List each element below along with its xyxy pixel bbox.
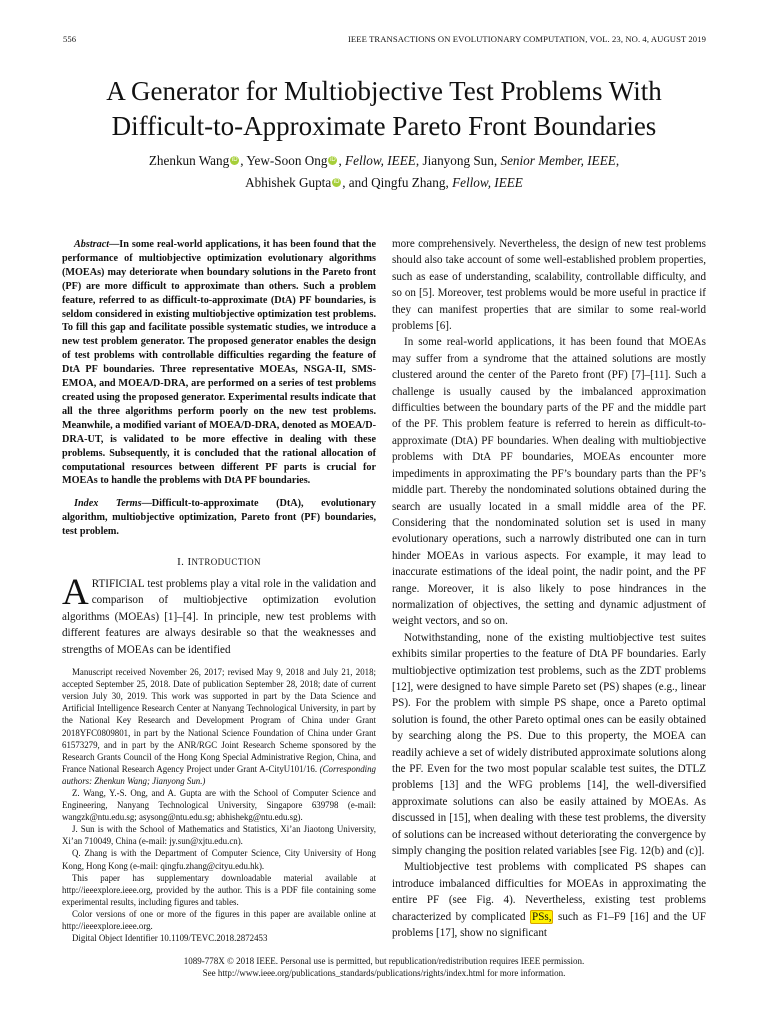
- author-title: Fellow, IEEE: [452, 175, 523, 190]
- footnote-manuscript: Manuscript received November 26, 2017; revised May 9, 2018 and July 21, 2018; accepted September 25, 2018. Date of publication September 28, 2018; date of current version July 30, 2019. This work was supported in part by the Data Science and Artificial Intelligence Research Center at Nanyang Technological University, in part by the National Key Research and Development Program of China under Grant 2018YFC0809801, in part by the National Science Foundation of China under Grant 61573279, and in part by the ANR/RGC Joint Research Scheme sponsored by the Research Grants Council of the Hong Kong Special Administrative Region, China, and France National Research Agency Project under Grant A-CityU101/16. (Corresponding authors: Zhenkun Wang; Jianyong Sun.): [62, 667, 376, 786]
- author-list: [40, 150, 728, 194]
- body-paragraph: In some real-world applications, it has been found that MOEAs may suffer from a syndrome that the attained solutions are mostly clustered around the center of the Pareto front (PF) [7]–[11]. Such a challenge is usually caused by the imbalanced approximation difficulties between the boundary parts of the PF and the middle part of the PF. This problem feature is referred to herein as difficult-to-approximate (DtA) PF boundaries. When dealing with multiobjective problems with DtA PF boundaries, MOEAs encounter more impediments in approximating the PF’s boundary parts than the PF’s middle part. Thereby the nondominated solutions obtained during the search are usually located in a small middle area of the PF. Considering that the nondominated solution set is used in many evolutionary operations, such a narrowly distributed one can in turn hinder MOEAs in various aspects. For example, it may lead to inaccurate estimations of the ideal point, the nadir point, and the PF range. Moreover, it is also likely to pose hindrances in the normalization of objectives, the setting and dynamic adjustment of weight vectors, and so on.: [392, 336, 706, 628]
- title-line-2: Difficult-to-Approximate Pareto Front Boundaries: [111, 111, 657, 141]
- author-name: , Jianyong Sun,: [415, 153, 501, 168]
- footnote-affiliation: Q. Zhang is with the Department of Computer Science, City University of Hong Kong, Hong Kong (e-mail: qingfu.zhang@cityu.edu.hk).: [62, 848, 376, 871]
- author-name: , and Qingfu Zhang,: [342, 175, 453, 190]
- body-paragraph: more comprehensively. Nevertheless, the design of new test problems should also take account of some well-established problem properties, such as ease of understanding, scalability, controllable difficulty, and so on [5]. Moreover, test problems would be more useful in practice if they can manifest properties that are similar to some real-world problems [6].: [392, 238, 706, 333]
- footnote-color: Color versions of one or more of the figures in this paper are available online at http://ieeexplore.ieee.org.: [62, 908, 376, 932]
- copyright-line-2: See http://www.ieee.org/publications_standards/publications/rights/index.html for more information.: [202, 968, 566, 978]
- paper-title: [40, 74, 728, 144]
- index-terms: [62, 497, 376, 539]
- drop-cap: A: [62, 572, 89, 614]
- footnotes: [62, 666, 376, 944]
- highlighted-text[interactable]: PSs,: [532, 910, 552, 923]
- author-title: Senior Member, IEEE: [500, 153, 616, 168]
- running-header: [63, 34, 706, 48]
- title-line-1: A Generator for Multiobjective Test Problems With: [106, 76, 662, 106]
- footnote-doi: Digital Object Identifier 10.1109/TEVC.2018.2872453: [72, 933, 268, 944]
- orcid-icon[interactable]: iD: [333, 179, 340, 185]
- author-name: , Yew-Soon Ong: [240, 153, 328, 168]
- abstract-label: Abstract: [74, 239, 110, 250]
- footnote-supplementary: This paper has supplementary downloadable material available at http://ieeexplore.ieee.org, provided by the author. This is a PDF file containing some experimental results, including figures and tables.: [62, 872, 376, 907]
- orcid-icon[interactable]: iD: [330, 157, 336, 163]
- author-separator: ,: [338, 153, 346, 168]
- section-heading: I. INTRODUCTION: [177, 556, 261, 569]
- body-paragraph: Multiobjective test problems with complicated PS shapes can introduce imbalanced difficulties for MOEAs in approximating the entire PF (see Fig. 4). Nevertheless, existing test problems characterized by complicated PSs, such as F1–F9 [16] and the UF problems [17], show no significant: [392, 861, 706, 940]
- right-column: [392, 236, 706, 941]
- page-number: 556: [63, 34, 77, 44]
- author-name: Abhishek Gupta: [245, 175, 332, 190]
- author-line-1: [40, 150, 728, 172]
- author-name: Zhenkun Wang: [148, 153, 230, 168]
- journal-name: IEEE TRANSACTIONS ON EVOLUTIONARY COMPUTATION, VOL. 23, NO. 4, AUGUST 2019: [347, 34, 706, 44]
- author-separator: ,: [615, 153, 620, 168]
- abstract-text: —In some real-world applications, it has been found that the performance of multiobjective optimization evolutionary algorithms (MOEAs) may deteriorate when boundary solutions in the Pareto front (PF) are more difficult to approximate than others. Such a problem feature, referred to as difficult-to-approximate (DtA) PF boundaries, is seldom considered in existing multiobjective optimization test problems. To fill this gap and facilitate possible systematic studies, we introduce a new test problem generator. The proposed generator enables the design of test problems with controllable difficulties regarding the feature of DtA PF boundaries. Three representative MOEAs, NSGA-II, SMS-EMOA, and MOEA/D-DRA, are performed on a series of test problems created using the proposed generator. Experimental results indicate that all the three algorithms perform poorly on the new test problems. Meanwhile, a modified variant of MOEA/D-DRA, denoted as MOEA/D-DRA-UT, is validated to be more effective in dealing with these problems. Subsequently, it is concluded that the rational allocation of computational resources between different PF parts is crucial for MOEAs to handle the problems with DtA PF boundaries.: [62, 239, 376, 487]
- copyright-line-1: 1089-778X © 2018 IEEE. Personal use is permitted, but republication/redistribution requires IEEE permission.: [183, 956, 585, 966]
- index-terms-text: —Difficult-to-approximate (DtA), evolutionary algorithm, multiobjective optimization, Pareto front (PF) boundaries, test problem.: [62, 498, 376, 538]
- left-column: [62, 238, 376, 944]
- footnote-affiliation: J. Sun is with the School of Mathematics and Statistics, Xi’an Jiaotong University, Xi’an 710049, China (e-mail: jy.sun@xjtu.edu.cn).: [62, 824, 376, 847]
- author-title: Fellow, IEEE: [345, 153, 416, 168]
- abstract: [62, 238, 376, 488]
- footnote-affiliation: Z. Wang, Y.-S. Ong, and A. Gupta are with the School of Computer Science and Engineering, Nanyang Technological University, Singapore 639798 (e-mail: wangzk@ntu.edu.sg; asysong@ntu.edu.sg; abhishekg@ntu.edu.sg).: [62, 788, 376, 823]
- index-terms-label: Index Terms: [74, 498, 142, 510]
- body-paragraph: Notwithstanding, none of the existing multiobjective test suites exhibits similar properties to the feature of DtA PF boundaries. Early multiobjective optimization test problems, such as the ZDT problems [12], were designed to have simple Pareto set (PS) shapes (e.g., linear PS). For the problem with simple PS shape, once a Pareto optimal solution is found, the other Pareto optimal ones can be easily obtained by searching along the PS. Due to this property, the MOEA can readily achieve a set of widely distributed approximate solutions along the PF. Even for the two most popular scalable test suites, the DTLZ problems [13] and the WFG problems [14], the well-diversified approximate solutions can also be easily attained by MOEAs. As discussed in [15], when dealing with these test problems, the diversity of solutions can be increased without deteriorating the convergence by simply changing the position related variables [see Fig. 12(b) and (c)].: [392, 631, 706, 858]
- author-line-2: [40, 172, 728, 194]
- orcid-icon[interactable]: iD: [231, 157, 238, 163]
- copyright-notice: [60, 955, 708, 979]
- intro-paragraph: ARTIFICIAL test problems play a vital role in the validation and comparison of multiobjective optimization evolution algorithms (MOEAs) [1]–[4]. In principle, new test problems with different features are always desirable so that the weaknesses and strengths of MOEAs can be identified: [62, 572, 376, 656]
